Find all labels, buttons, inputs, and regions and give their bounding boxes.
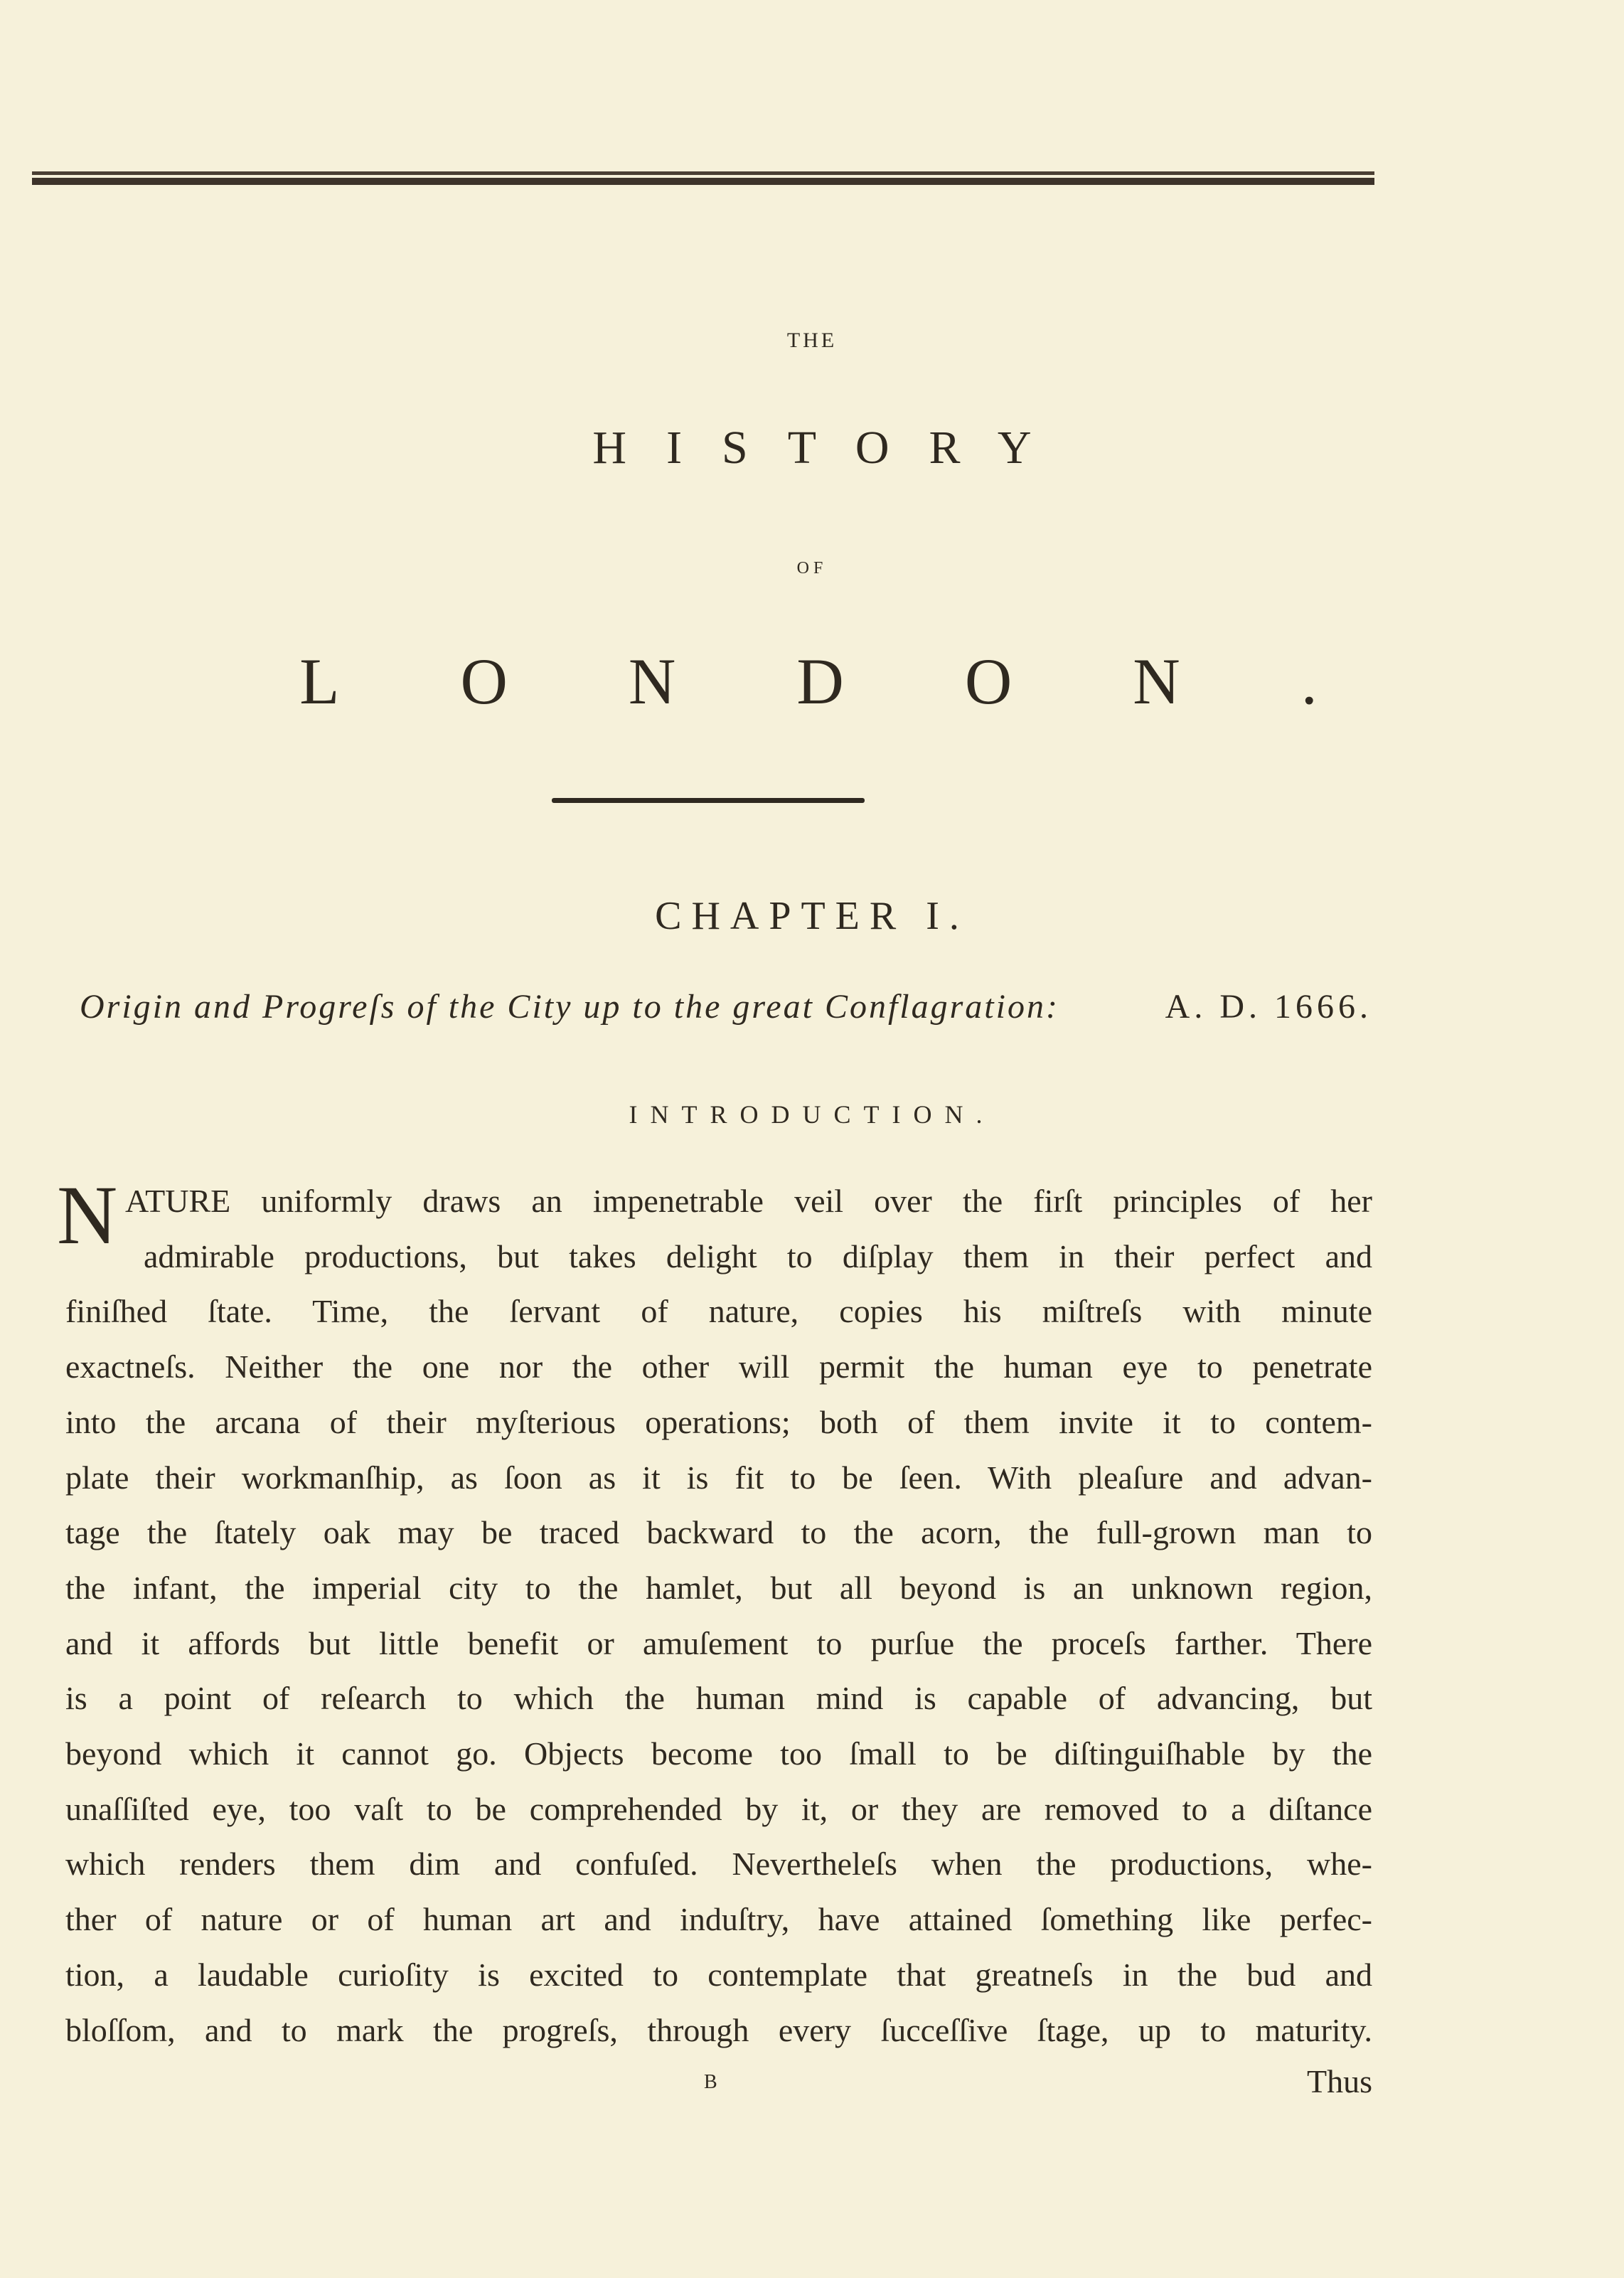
chapter-subtitle-text: Origin and Progreſs of the City up to the great Conflagration: [80, 988, 1059, 1026]
text-line: ther of nature or of human art and induſtry, have attained ſomething like perfec- [65, 1901, 1372, 1938]
top-rule-thick [32, 178, 1374, 185]
title-the: THE [786, 329, 838, 352]
text-line: beyond which it cannot go. Objects become too ſmall to be diſtinguiſhable by the [65, 1735, 1372, 1772]
text-line: plate their workmanſhip, as ſoon as it is fit to be ſeen. With pleaſure and advan- [65, 1459, 1372, 1496]
text-line: admirable productions, but takes delight to diſplay them in their perfect and [144, 1238, 1372, 1274]
text-line: finiſhed ſtate. Time, the ſervant of nature, copies his miſtreſs with minute [65, 1293, 1372, 1330]
section-heading: INTRODUCTION. [629, 1100, 995, 1129]
ornamental-rule [552, 798, 865, 803]
title-london: LONDON. [299, 645, 1438, 718]
drop-cap: N [57, 1169, 118, 1262]
text-line: ATURE uniformly draws an impenetrable veil over the firſt principles of her [125, 1183, 1372, 1219]
chapter-heading: CHAPTER I. [655, 894, 969, 938]
title-history: HISTORY [592, 422, 1072, 474]
text-line: the infant, the imperial city to the hamlet, but all beyond is an unknown region, [65, 1569, 1372, 1606]
text-line: into the arcana of their myſterious operations; both of them invite it to contem- [65, 1403, 1372, 1440]
text-line: tion, a laudable curioſity is excited to contemplate that greatneſs in the bud and [65, 1956, 1372, 1993]
text-line: is a point of reſearch to which the human mind is capable of advancing, but [65, 1680, 1372, 1717]
text-line: and it affords but little benefit or amuſement to purſue the proceſs farther. There [65, 1624, 1372, 1661]
text-line: unaſſiſted eye, too vaſt to be comprehended by it, or they are removed to a diſtance [65, 1790, 1372, 1827]
title-of: OF [796, 559, 828, 578]
text-line: bloſſom, and to mark the progreſs, through every ſucceſſive ſtage, up to maturity. [65, 2011, 1372, 2048]
top-rule-thin [32, 171, 1374, 175]
text-line: exactneſs. Neither the one nor the other will permit the human eye to penetrate [65, 1348, 1372, 1385]
chapter-subtitle [80, 987, 1372, 1026]
catchword: Thus [1307, 2063, 1372, 2099]
signature-mark: B [704, 2071, 717, 2093]
chapter-date: A. D. 1666. [1165, 988, 1372, 1026]
text-line: which renders them dim and confuſed. Nevertheleſs when the productions, whe- [65, 1846, 1372, 1883]
text-line: tage the ſtately oak may be traced backward to the acorn, the full-grown man to [65, 1514, 1372, 1551]
